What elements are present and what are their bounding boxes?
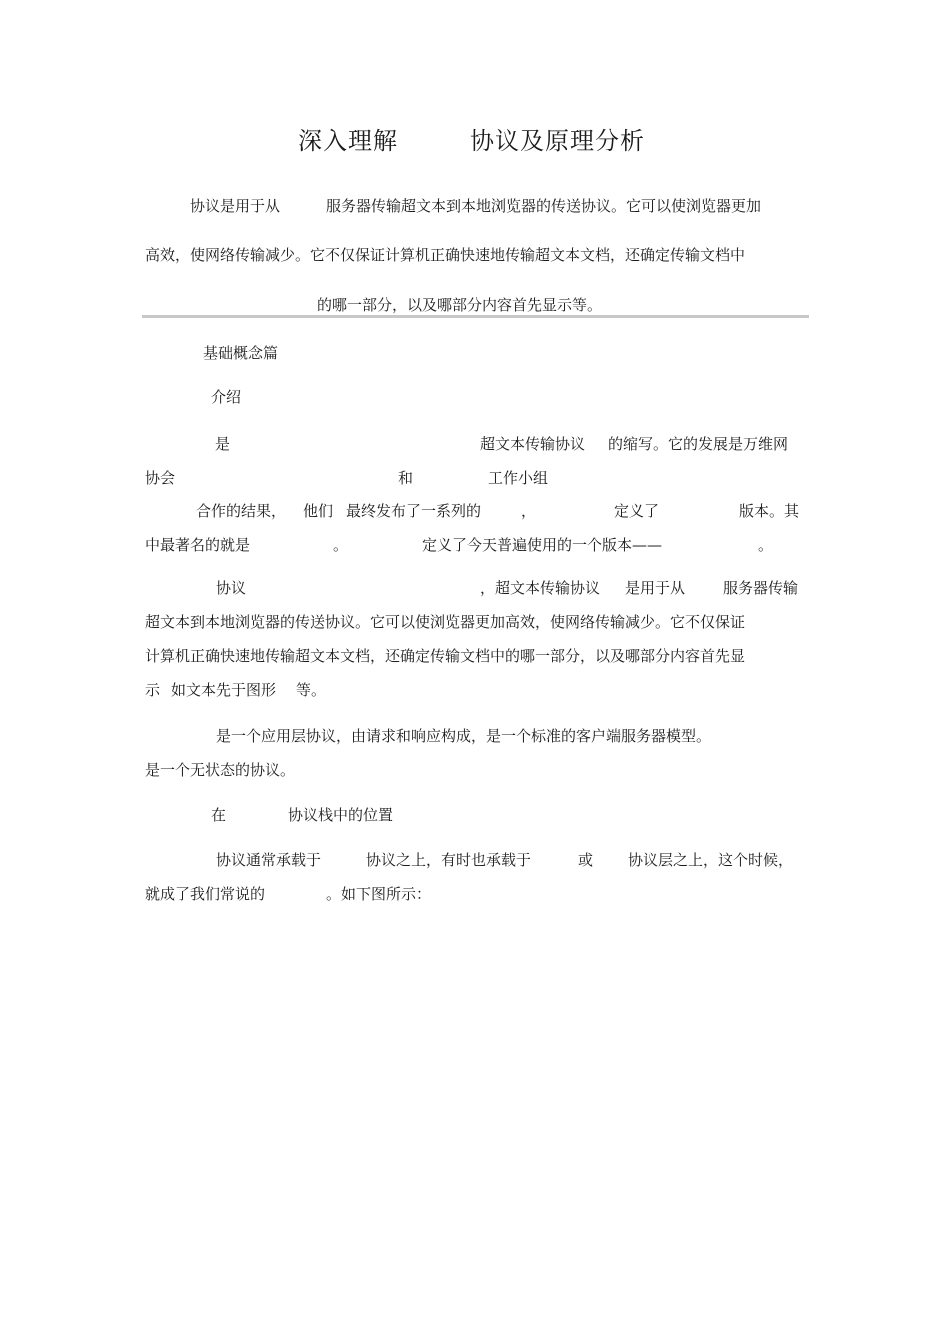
intro-text: 版本。其 xyxy=(739,502,800,520)
protocol-text: 是用于从 xyxy=(625,579,686,597)
title-right: 协议及原理分析 xyxy=(470,127,645,155)
intro-text: 的缩写。它的发展是万维网 xyxy=(608,435,789,453)
intro-text: 定义了 xyxy=(614,502,660,520)
intro-text: 。 xyxy=(333,536,349,554)
intro-text: ， xyxy=(521,502,537,520)
intro-text: 协会 xyxy=(145,469,176,487)
stack-text: 。如下图所示： xyxy=(326,885,432,903)
intro-text: 和 xyxy=(398,469,414,487)
stack-text: 协议通常承载于 xyxy=(216,851,322,869)
intro-text: 是 xyxy=(215,435,231,453)
stack-text: 或 xyxy=(578,851,594,869)
intro-text: 定义了今天普遍使用的一个版本—— xyxy=(422,536,663,554)
protocol-text: 超文本到本地浏览器的传送协议。它可以使浏览器更加高效，使网络传输减少。它不仅保证 xyxy=(145,613,746,631)
protocol-text: 示 xyxy=(145,681,161,699)
stack-text: 就成了我们常说的 xyxy=(145,885,266,903)
protocol-text: ，超文本传输协议 xyxy=(480,579,601,597)
stack-text: 协议之上，有时也承载于 xyxy=(366,851,532,869)
intro-text: 中最著名的就是 xyxy=(145,536,251,554)
abstract-line3: 的哪一部分，以及哪部分内容首先显示等。 xyxy=(317,296,603,314)
stack-text: 协议层之上，这个时候， xyxy=(628,851,794,869)
abstract-line1-a: 协议是用于从 xyxy=(190,197,281,215)
section-basic-heading: 基础概念篇 xyxy=(203,344,279,362)
app-layer-text: 是一个无状态的协议。 xyxy=(145,761,296,779)
protocol-text: 如文本先于图形 xyxy=(171,681,277,699)
stack-heading: 协议栈中的位置 xyxy=(288,806,394,824)
protocol-text: 服务器传输 xyxy=(723,579,799,597)
stack-heading: 在 xyxy=(211,806,227,824)
section-divider xyxy=(142,315,809,318)
title-left: 深入理解 xyxy=(298,127,398,155)
intro-text: 工作小组 xyxy=(488,469,549,487)
section-intro-heading: 介绍 xyxy=(211,388,242,406)
abstract-line1-b: 服务器传输超文本到本地浏览器的传送协议。它可以使浏览器更加 xyxy=(326,197,762,215)
protocol-text: 协议 xyxy=(216,579,247,597)
intro-text: 最终发布了一系列的 xyxy=(346,502,482,520)
intro-text: 。 xyxy=(758,536,774,554)
intro-text: 他们 xyxy=(303,502,334,520)
intro-text: 超文本传输协议 xyxy=(480,435,586,453)
protocol-text: 等。 xyxy=(296,681,327,699)
protocol-text: 计算机正确快速地传输超文本文档，还确定传输文档中的哪一部分，以及哪部分内容首先显 xyxy=(145,647,746,665)
abstract-line2: 高效，使网络传输减少。它不仅保证计算机正确快速地传输超文本文档，还确定传输文档中 xyxy=(145,246,746,264)
intro-text: 合作的结果， xyxy=(196,502,287,520)
app-layer-text: 是一个应用层协议，由请求和响应构成，是一个标准的客户端服务器模型。 xyxy=(216,727,712,745)
